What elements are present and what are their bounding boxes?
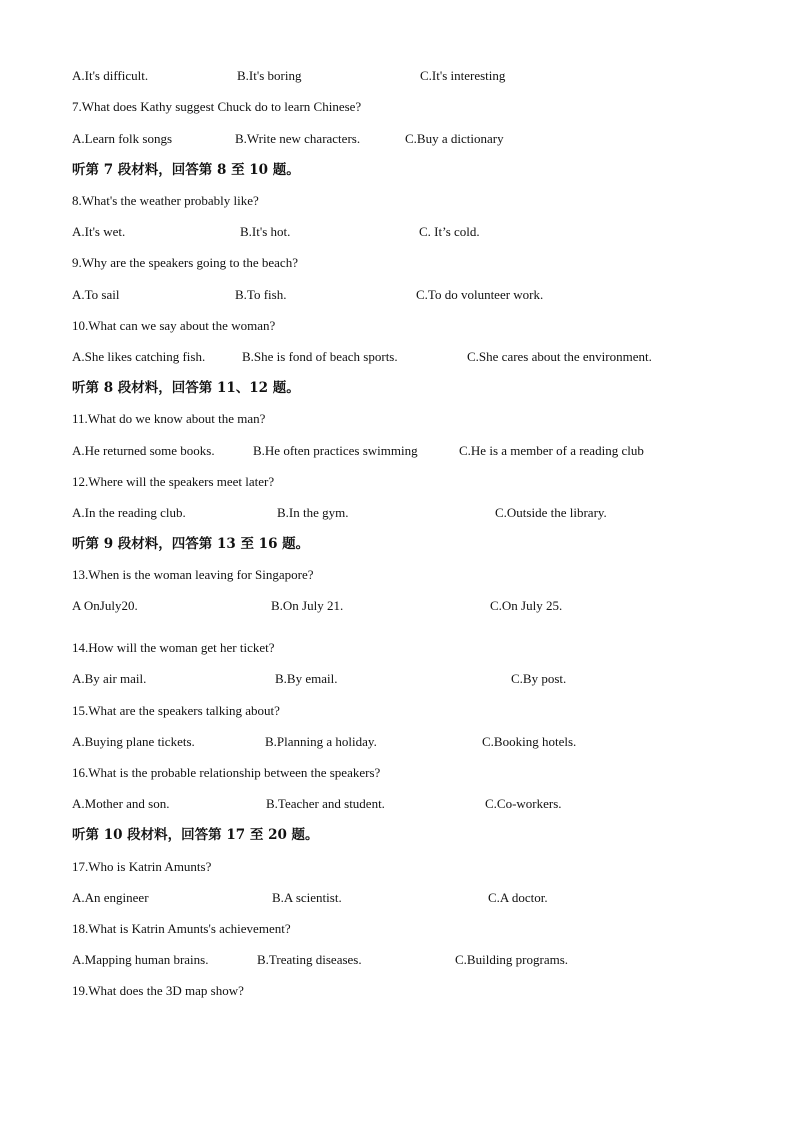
question-text: 10.What can we say about the woman? — [72, 318, 276, 333]
option-b: B.A scientist. — [272, 890, 342, 905]
option-b: B.He often practices swimming — [253, 443, 418, 458]
option-c: C.Building programs. — [455, 952, 569, 967]
option-c: C.She cares about the environment. — [467, 349, 652, 364]
option-b: B.It's hot. — [240, 224, 291, 239]
section-heading: 听第 7 段材料，回答第 8 至 10 题。 — [72, 162, 300, 178]
option-b: B.On July 21. — [271, 598, 344, 613]
option-a: A.To sail — [72, 287, 120, 302]
option-a: A.It's difficult. — [72, 68, 149, 83]
option-a: A.He returned some books. — [72, 443, 215, 458]
option-c: C.A doctor. — [488, 890, 548, 905]
option-c: C.It's interesting — [420, 68, 506, 83]
option-a: A.In the reading club. — [72, 505, 186, 520]
question-text: 18.What is Katrin Amunts's achievement? — [72, 921, 291, 936]
option-c: C.He is a member of a reading club — [459, 443, 644, 458]
option-c: C.Buy a dictionary — [405, 131, 504, 146]
option-c: C.Co-workers. — [485, 796, 562, 811]
option-a: A.Mother and son. — [72, 796, 170, 811]
option-c: C.Outside the library. — [495, 505, 607, 520]
option-a: A.By air mail. — [72, 671, 147, 686]
section-heading: 听第 8 段材料，回答第 11、12 题。 — [72, 380, 300, 396]
option-b: B.Write new characters. — [235, 131, 361, 146]
option-c: C.To do volunteer work. — [416, 287, 544, 302]
option-c: C. It’s cold. — [419, 224, 480, 239]
question-text: 15.What are the speakers talking about? — [72, 703, 280, 718]
option-a: A.Learn folk songs — [72, 131, 173, 146]
question-text: 7.What does Kathy suggest Chuck do to learn Chinese? — [72, 99, 362, 114]
question-text: 16.What is the probable relationship between the speakers? — [72, 765, 381, 780]
question-text: 17.Who is Katrin Amunts? — [72, 859, 212, 874]
option-c: C.On July 25. — [490, 598, 563, 613]
option-a: A.She likes catching fish. — [72, 349, 206, 364]
question-text: 19.What does the 3D map show? — [72, 983, 244, 998]
question-text: 14.How will the woman get her ticket? — [72, 640, 275, 655]
option-b: B.To fish. — [235, 287, 287, 302]
option-b: B.By email. — [275, 671, 338, 686]
section-heading: 听第 10 段材料，回答第 17 至 20 题。 — [72, 827, 319, 843]
option-c: C.By post. — [511, 671, 567, 686]
option-a: A.It's wet. — [72, 224, 126, 239]
option-b: B.It's boring — [237, 68, 302, 83]
question-text: 13.When is the woman leaving for Singapore? — [72, 567, 314, 582]
option-a: A.Mapping human brains. — [72, 952, 209, 967]
option-b: B.Teacher and student. — [266, 796, 385, 811]
option-b: B.In the gym. — [277, 505, 349, 520]
option-b: B.She is fond of beach sports. — [242, 349, 398, 364]
question-text: 11.What do we know about the man? — [72, 411, 266, 426]
section-heading: 听第 9 段材料，四答第 13 至 16 题。 — [72, 536, 310, 552]
option-b: B.Treating diseases. — [257, 952, 362, 967]
option-c: C.Booking hotels. — [482, 734, 577, 749]
question-text: 12.Where will the speakers meet later? — [72, 474, 275, 489]
question-text: 8.What's the weather probably like? — [72, 193, 259, 208]
option-a: A.Buying plane tickets. — [72, 734, 195, 749]
option-a: A.An engineer — [72, 890, 149, 905]
option-b: B.Planning a holiday. — [265, 734, 377, 749]
option-a: A OnJuly20. — [72, 598, 138, 613]
question-text: 9.Why are the speakers going to the beach? — [72, 255, 298, 270]
